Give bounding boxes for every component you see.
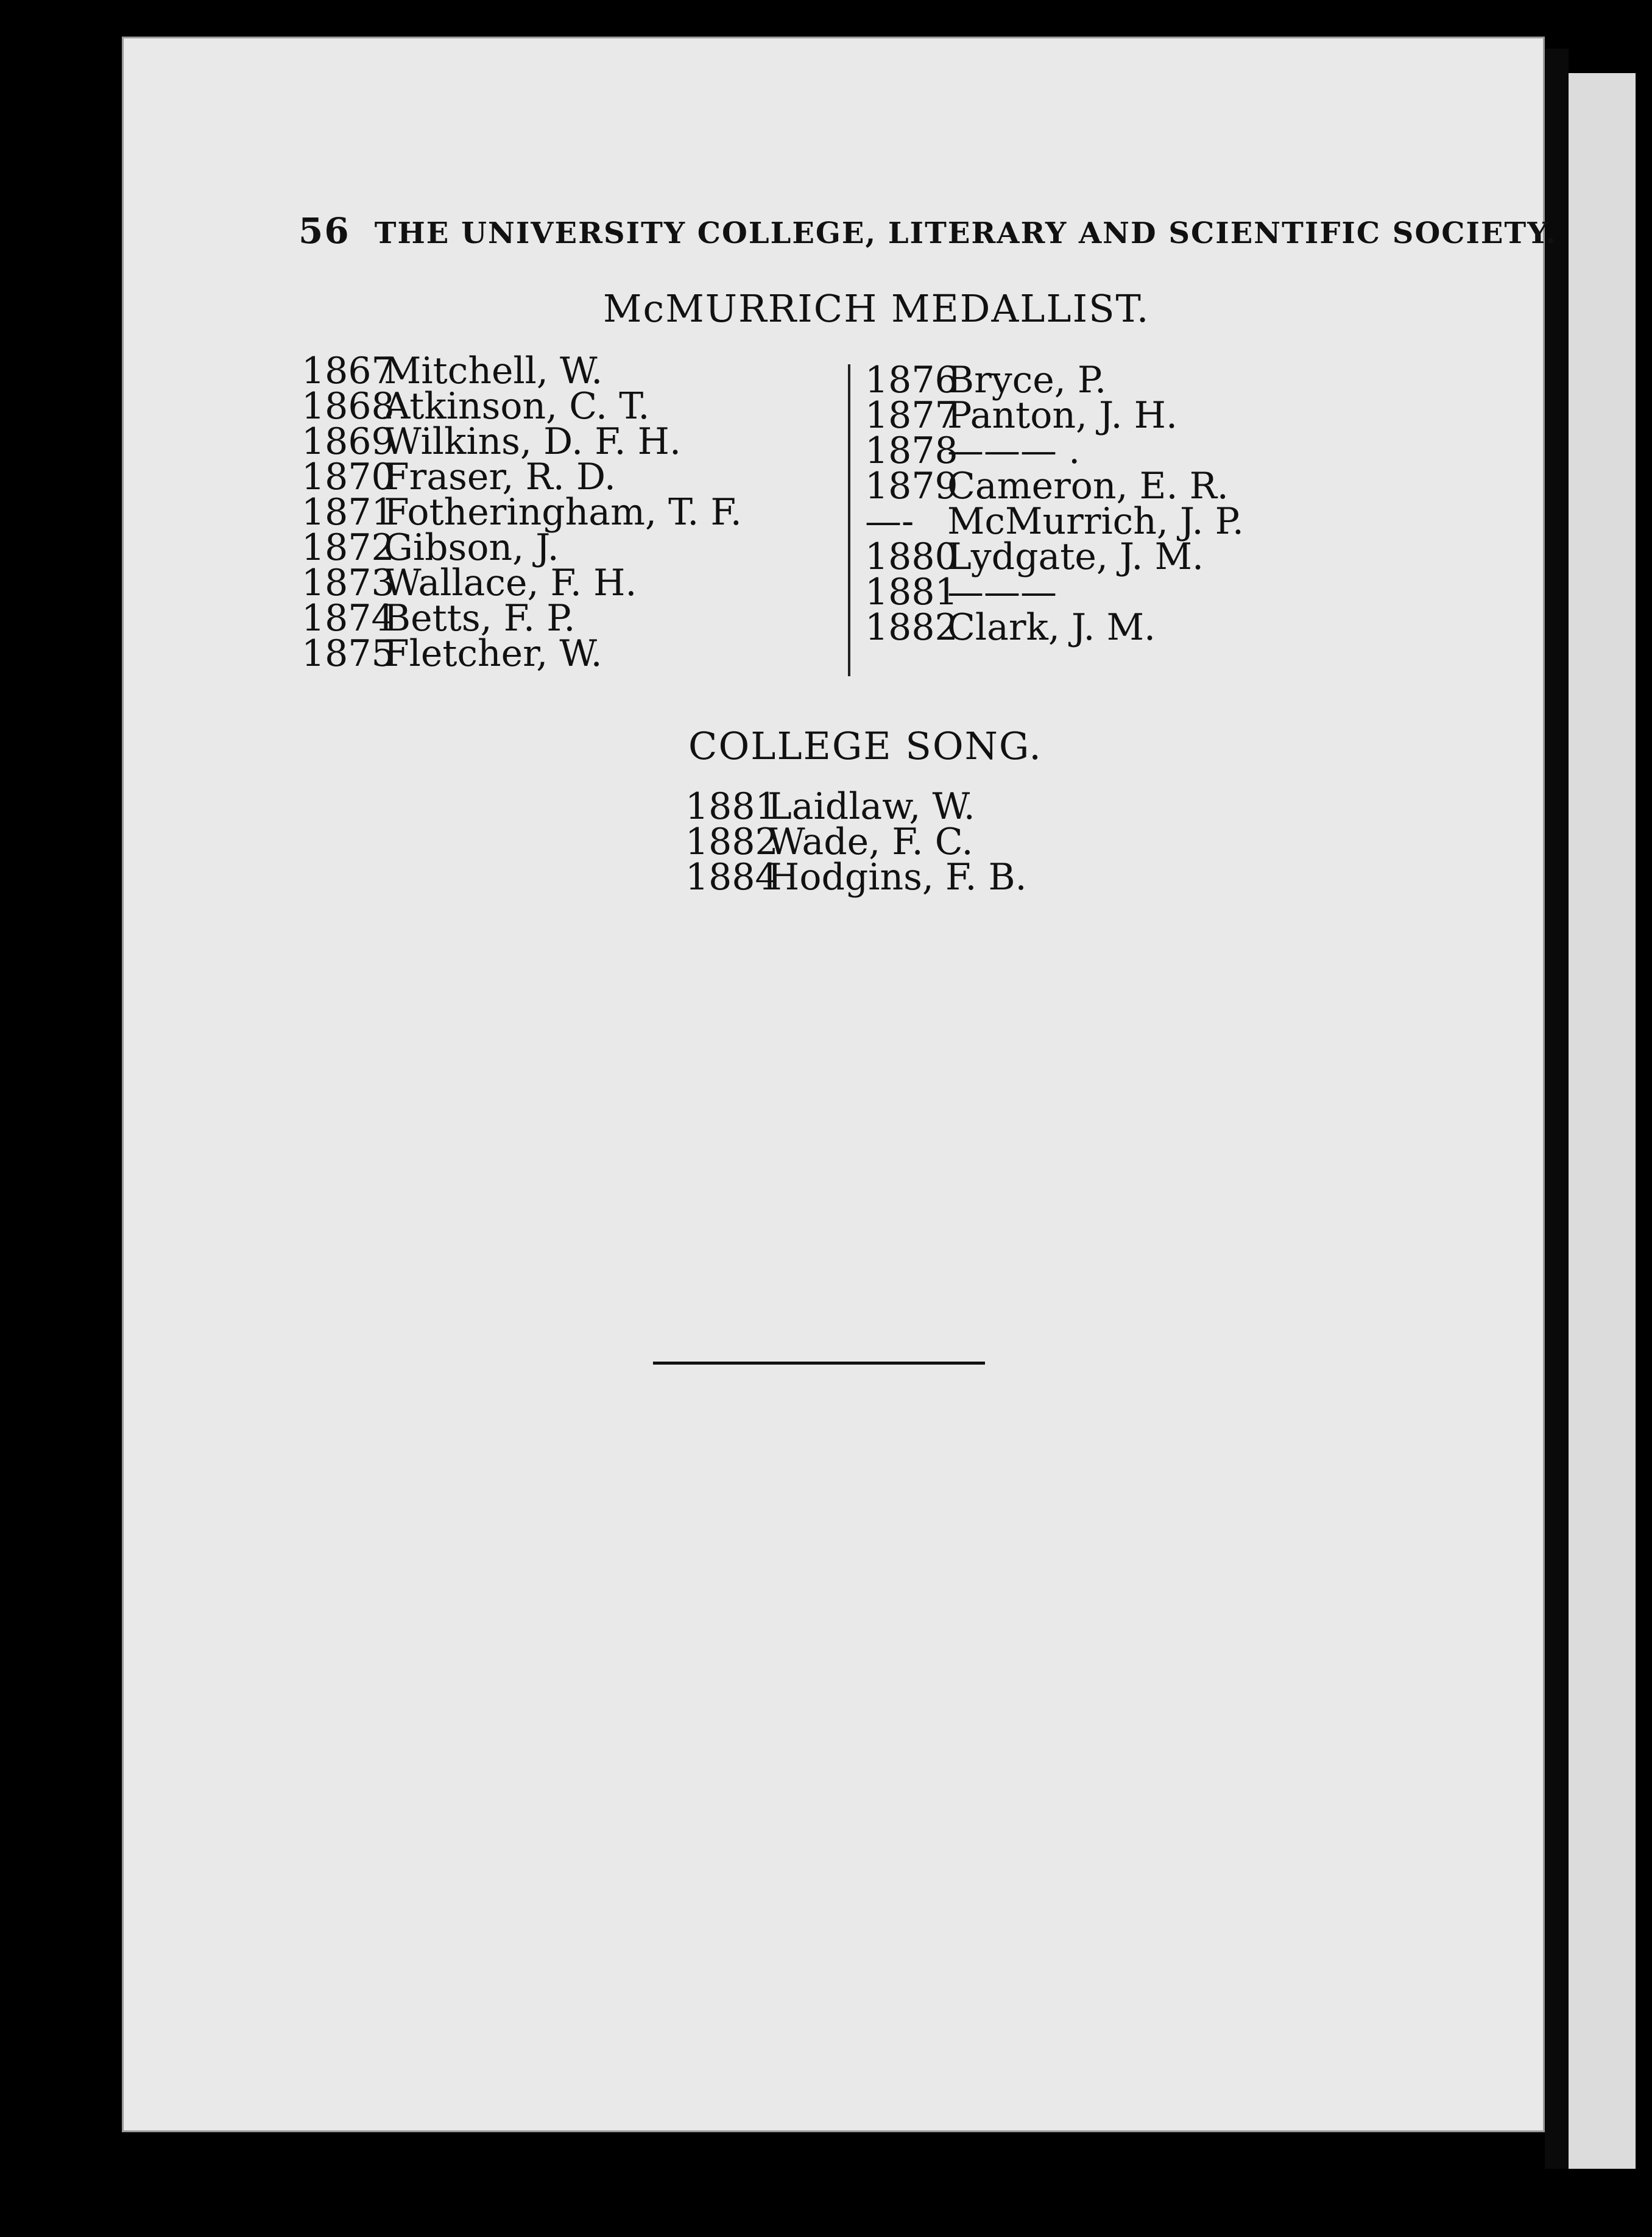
adjacent-page-edge <box>1569 73 1636 2169</box>
list-item <box>865 429 1081 472</box>
list-item <box>865 571 1057 613</box>
list-item <box>302 491 742 534</box>
list-item <box>865 500 1244 543</box>
list-item <box>865 606 1156 649</box>
column-divider <box>848 364 850 676</box>
entry-name: Fletcher, W. <box>384 632 602 675</box>
entry-year: 1882 <box>865 606 958 649</box>
entry-name: Bryce, P. <box>947 359 1107 401</box>
entry-name: Fraser, R. D. <box>384 456 616 498</box>
entry-year: 1867 <box>302 350 395 392</box>
entry-year: 1870 <box>302 456 395 498</box>
list-item <box>302 456 616 498</box>
entry-year: 1869 <box>302 420 395 463</box>
entry-year: 1871 <box>302 491 395 534</box>
entry-name: ——— <box>947 571 1057 613</box>
list-item <box>302 385 650 428</box>
entry-name: Wilkins, D. F. H. <box>384 420 682 463</box>
list-item <box>302 562 637 604</box>
entry-name: Betts, F. P. <box>384 597 576 640</box>
running-head-title: THE UNIVERSITY COLLEGE, LITERARY AND SCIENTIFIC SOCIETY. <box>374 216 1558 250</box>
list-item <box>865 394 1178 437</box>
entry-year: 1874 <box>302 597 395 640</box>
page-number: 56 <box>298 210 350 252</box>
entry-name: Fotheringham, T. F. <box>384 491 742 534</box>
end-rule <box>653 1362 985 1365</box>
entry-name: Mitchell, W. <box>384 350 603 392</box>
list-item <box>302 350 603 392</box>
list-item <box>685 856 1027 899</box>
entry-name: Lydgate, J. M. <box>947 535 1204 578</box>
list-item <box>685 785 975 828</box>
scan-gutter <box>1545 49 1569 2169</box>
list-item <box>865 465 1229 507</box>
list-item <box>302 597 576 640</box>
entry-year: 1879 <box>865 465 958 507</box>
list-item <box>302 526 559 569</box>
running-head <box>298 210 1557 252</box>
entry-name: Wallace, F. H. <box>384 562 637 604</box>
entry-name: Laidlaw, W. <box>768 785 975 828</box>
entry-name: Atkinson, C. T. <box>384 385 650 428</box>
section-title-college-song: COLLEGE SONG. <box>688 724 1042 768</box>
entry-name: ——— . <box>947 429 1081 472</box>
entry-year: 1868 <box>302 385 395 428</box>
entry-year: 1882 <box>685 821 778 863</box>
entry-year: 1881 <box>685 785 778 828</box>
section-title-medallist: McMURRICH MEDALLIST. <box>603 286 1150 331</box>
list-item <box>865 535 1204 578</box>
entry-year: 1884 <box>685 856 778 899</box>
entry-year: 1875 <box>302 632 395 675</box>
entry-name: Clark, J. M. <box>947 606 1156 649</box>
entry-name: Panton, J. H. <box>947 394 1178 437</box>
list-item <box>302 632 602 675</box>
list-item <box>865 359 1107 401</box>
entry-year: 1876 <box>865 359 958 401</box>
entry-name: Gibson, J. <box>384 526 559 569</box>
entry-year: —- <box>865 500 914 543</box>
entry-name: McMurrich, J. P. <box>947 500 1244 543</box>
entry-year: 1878 <box>865 429 958 472</box>
entry-name: Hodgins, F. B. <box>768 856 1027 899</box>
entry-name: Wade, F. C. <box>768 821 973 863</box>
entry-year: 1880 <box>865 535 958 578</box>
list-item <box>685 821 973 863</box>
entry-year: 1877 <box>865 394 958 437</box>
entry-year: 1881 <box>865 571 958 613</box>
entry-name: Cameron, E. R. <box>947 465 1229 507</box>
entry-year: 1873 <box>302 562 395 604</box>
entry-year: 1872 <box>302 526 395 569</box>
list-item <box>302 420 682 463</box>
